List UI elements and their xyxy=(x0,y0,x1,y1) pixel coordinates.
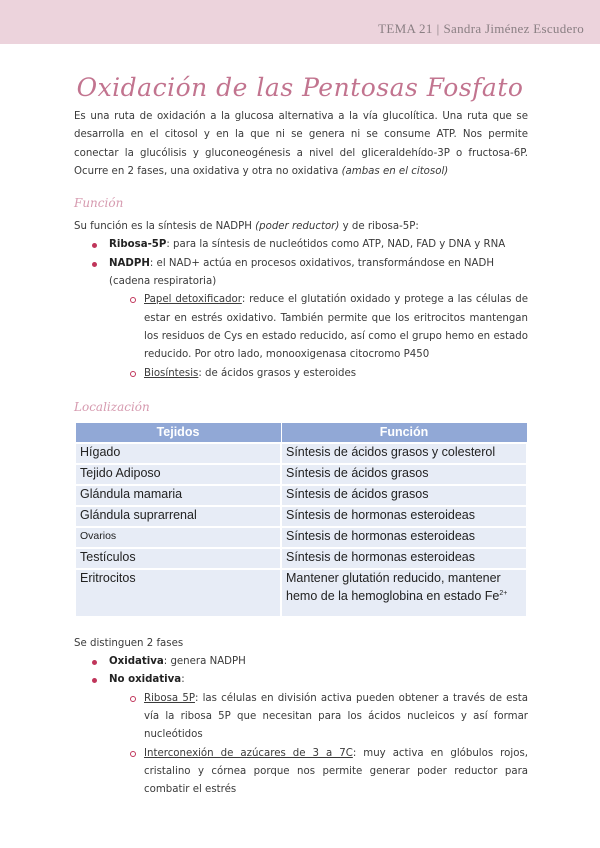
intro-text: Es una ruta de oxidación a la glucosa alternativa a la vía glucolítica. Una ruta que se desarrolla en el citosol y en la que ni se genera ni se consume ATP. Nos permite conectar la glucólisis y gluconeogénesis a nivel del gliceraldehído-3P o fructosa-6P. Ocurre en 2 fases, una oxidativa y otra no oxidativa xyxy=(74,111,528,177)
cell-funcion: Síntesis de ácidos grasos y colesterol xyxy=(281,443,527,464)
sublist-item-term: Papel detoxificador xyxy=(144,294,242,306)
list-item-text: : para la síntesis de nucleótidos como ATP, NAD, FAD y DNA y RNA xyxy=(166,239,506,251)
funcion-lead-em: (poder reductor) xyxy=(255,221,340,233)
header-separator: | xyxy=(436,21,440,36)
sublist-item xyxy=(74,365,528,383)
cell-funcion: Síntesis de hormonas esteroideas xyxy=(281,548,527,569)
list-item-text: : xyxy=(181,674,185,686)
cell-funcion: Síntesis de hormonas esteroideas xyxy=(281,506,527,527)
intro-paragraph xyxy=(74,108,528,181)
column-header-tejidos: Tejidos xyxy=(75,422,281,443)
section-heading-funcion: Función xyxy=(74,196,124,211)
list-item-term: NADPH xyxy=(109,257,150,269)
cell-tejido: Glándula suprarrenal xyxy=(75,506,281,527)
cell-tejido: Tejido Adiposo xyxy=(75,464,281,485)
document-body xyxy=(74,108,528,800)
funcion-lead xyxy=(74,218,528,236)
table-header-row xyxy=(75,422,527,443)
cell-tejido: Ovarios xyxy=(75,527,281,548)
list-item-text: : el NAD+ actúa en procesos oxidativos, transformándose en NADH (cadena respiratoria) xyxy=(109,257,495,288)
funcion-lead-b: y de ribosa-5P: xyxy=(339,221,419,233)
table-row xyxy=(75,464,527,485)
funcion-sublist xyxy=(109,291,528,382)
table-row xyxy=(75,527,527,548)
list-item-term: Oxidativa xyxy=(109,656,164,668)
table-row xyxy=(75,569,527,617)
sublist-item xyxy=(74,745,528,800)
sublist-item-text: : las células en división activa pueden obtener a través de esta vía la ribosa 5P que necesitan para los ácidos nucleicos y así formar nucleótidos xyxy=(144,692,528,741)
header-author: Sandra Jiménez Escudero xyxy=(443,21,584,36)
funcion-list xyxy=(74,236,528,382)
list-item xyxy=(74,653,528,671)
sublist-item-text: : de ácidos grasos y esteroides xyxy=(198,367,357,379)
sublist-item-text: : muy activa en glóbulos rojos, cristalino y córnea porque nos permite generar poder reductor para combatir el estrés xyxy=(144,747,528,796)
list-item-term: Ribosa-5P xyxy=(109,239,167,251)
cell-funcion: Síntesis de ácidos grasos xyxy=(281,464,527,485)
sublist-item xyxy=(74,690,528,745)
list-item xyxy=(74,255,528,383)
table-row xyxy=(75,506,527,527)
sublist-item-text: : reduce el glutatión oxidado y protege a las células de estar en estrés oxidativo. También permite que los eritrocitos mantengan los residuos de Cys en estado reducido, así como el grupo hemo en estado reducido. Por otro lado, monooxigenasa citocromo P450 xyxy=(144,294,528,361)
fases-list xyxy=(74,653,528,799)
table-row xyxy=(75,485,527,506)
cell-tejido: Testículos xyxy=(75,548,281,569)
sublist-item-term: Interconexión de azúcares de 3 a 7C xyxy=(144,747,353,759)
table-row xyxy=(75,548,527,569)
fases-sublist xyxy=(109,690,528,800)
list-item xyxy=(74,236,528,254)
table-row xyxy=(75,443,527,464)
cell-funcion xyxy=(281,569,527,617)
page-title: Oxidación de las Pentosas Fosfato xyxy=(76,73,524,102)
header-topic: TEMA 21 xyxy=(378,21,433,36)
intro-emphasis: (ambas en el citosol) xyxy=(341,165,449,177)
cell-funcion-superscript: 2+ xyxy=(499,589,508,597)
cell-tejido: Glándula mamaria xyxy=(75,485,281,506)
funcion-lead-a: Su función es la síntesis de NADPH xyxy=(74,221,256,233)
cell-tejido: Hígado xyxy=(75,443,281,464)
cell-funcion: Síntesis de ácidos grasos xyxy=(281,485,527,506)
sublist-item-term: Ribosa 5P xyxy=(144,692,195,704)
list-item-term: No oxidativa xyxy=(109,674,182,686)
column-header-funcion: Función xyxy=(281,422,527,443)
localizacion-table xyxy=(74,422,528,618)
cell-tejido: Eritrocitos xyxy=(75,569,281,617)
section-heading-localizacion: Localización xyxy=(74,399,150,414)
cell-funcion-text: Mantener glutatión reducido, mantener hemo de la hemoglobina en estado Fe xyxy=(286,570,501,604)
sublist-item-term: Biosíntesis xyxy=(144,367,199,379)
cell-funcion: Síntesis de hormonas esteroideas xyxy=(281,527,527,548)
sublist-item xyxy=(74,291,528,364)
fases-lead: Se distinguen 2 fases xyxy=(74,637,184,649)
running-header xyxy=(378,21,584,37)
list-item xyxy=(74,671,528,799)
list-item-text: : genera NADPH xyxy=(163,656,246,668)
